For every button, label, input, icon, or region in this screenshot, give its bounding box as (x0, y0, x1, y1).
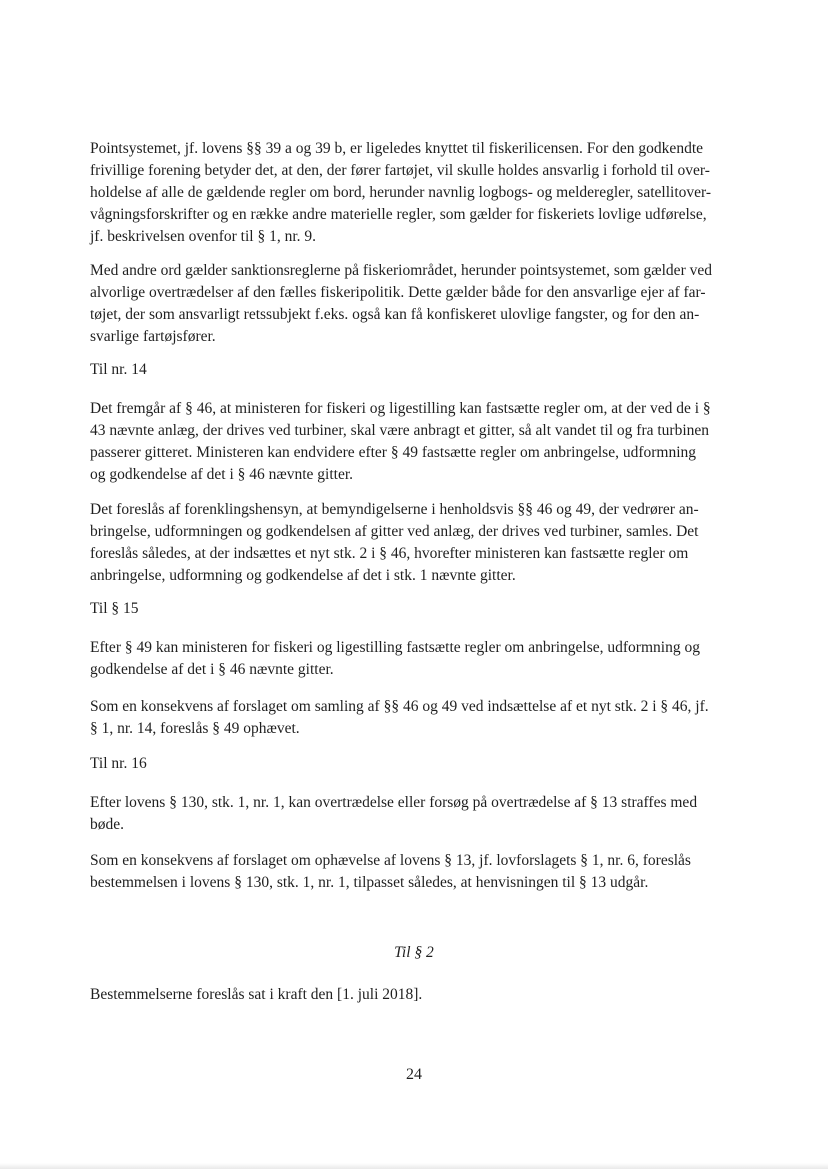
text-line: Bestemmelserne foreslås sat i kraft den [1. juli 2018]. (90, 986, 423, 1003)
paragraph-konsekvens-ophaevelse (90, 850, 740, 894)
text-line: bestemmelsen i lovens § 130, stk. 1, nr. 1, tilpasset således, at henvisningen til § 13 udgår. (90, 874, 649, 891)
text-line: Pointsystemet, jf. lovens §§ 39 a og 39 b, er ligeledes knyttet til fiskerilicensen. For den godkendte (90, 140, 703, 157)
text-line: Med andre ord gælder sanktionsreglerne på fiskeriområdet, herunder pointsystemet, som gælder ved (90, 262, 712, 279)
text-line: bøde. (90, 816, 125, 833)
text-line: Det fremgår af § 46, at ministeren for fiskeri og ligestilling kan fastsætte regler om, at der ved de i § (90, 400, 711, 417)
paragraph-konsekvens-samling (90, 696, 740, 740)
text-line: Efter lovens § 130, stk. 1, nr. 1, kan overtrædelse eller forsøg på overtrædelse af § 13 straffes med (90, 794, 698, 811)
text-line: godkendelse af det i § 46 nævnte gitter. (90, 661, 334, 678)
section-heading-til-paragraf-2: Til § 2 (394, 944, 434, 961)
paragraph-paragraf-46 (90, 398, 740, 486)
page-number: 24 (406, 1066, 422, 1083)
text-line: jf. beskrivelsen ovenfor til § 1, nr. 9. (90, 228, 316, 245)
paragraph-forenklingshensyn (90, 499, 740, 587)
paragraph-efter-49 (90, 637, 740, 681)
text-line: vågningsforskrifter og en række andre materielle regler, som gælder for fiskeriets lovlige udførelse, (90, 206, 707, 223)
heading-til-paragraf-15: Til § 15 (90, 600, 139, 617)
text-line: holdelse af alle de gældende regler om bord, herunder navnlig logbogs- og melderegler, satellitover- (90, 184, 712, 201)
text-line: Som en konsekvens af forslaget om samling af §§ 46 og 49 ved indsættelse af et nyt stk. 2 i § 46, jf. (90, 698, 709, 715)
text-line: tøjet, der som ansvarligt retssubjekt f.eks. også kan få konfiskeret ulovlige fangster, og for den an- (90, 306, 700, 323)
text-line: Som en konsekvens af forslaget om ophævelse af lovens § 13, jf. lovforslagets § 1, nr. 6, foreslås (90, 852, 691, 869)
text-line: foreslås således, at der indsættes et nyt stk. 2 i § 46, hvorefter ministeren kan fastsætte regler om (90, 545, 689, 562)
paragraph-sanktionsregler (90, 260, 740, 348)
paragraph-efter-130 (90, 792, 740, 836)
paragraph-ikrafttraedelse (90, 984, 740, 1006)
text-line: § 1, nr. 14, foreslås § 49 ophævet. (90, 720, 300, 737)
heading-til-nr-16: Til nr. 16 (90, 755, 147, 772)
text-line: frivillige forening betyder det, at den, der fører fartøjet, vil skulle holdes ansvarlig i forhold til over- (90, 162, 710, 179)
text-line: Det foreslås af forenklingshensyn, at bemyndigelserne i henholdsvis §§ 46 og 49, der vedrører an- (90, 501, 699, 518)
text-line: passerer gitteret. Ministeren kan endvidere efter § 49 fastsætte regler om anbringelse, udformning (90, 444, 697, 461)
text-line: svarlige fartøjsfører. (90, 328, 216, 345)
text-line: bringelse, udformningen og godkendelsen af gitter ved anlæg, der drives ved turbiner, samles. Det (90, 523, 699, 540)
text-line: 43 nævnte anlæg, der drives ved turbiner, skal være anbragt et gitter, så alt vandet til og fra turbinen (90, 422, 710, 439)
text-line: Efter § 49 kan ministeren for fiskeri og ligestilling fastsætte regler om anbringelse, udformning og (90, 639, 700, 656)
text-line: og godkendelse af det i § 46 nævnte gitter. (90, 466, 354, 483)
text-line: alvorlige overtrædelser af den fælles fiskeripolitik. Dette gælder både for den ansvarlige ejer af far- (90, 284, 706, 301)
text-line: anbringelse, udformning og godkendelse af det i stk. 1 nævnte gitter. (90, 567, 516, 584)
heading-til-nr-14: Til nr. 14 (90, 361, 147, 378)
paragraph-pointsystem (90, 138, 740, 248)
page-bottom-edge (0, 1163, 828, 1169)
